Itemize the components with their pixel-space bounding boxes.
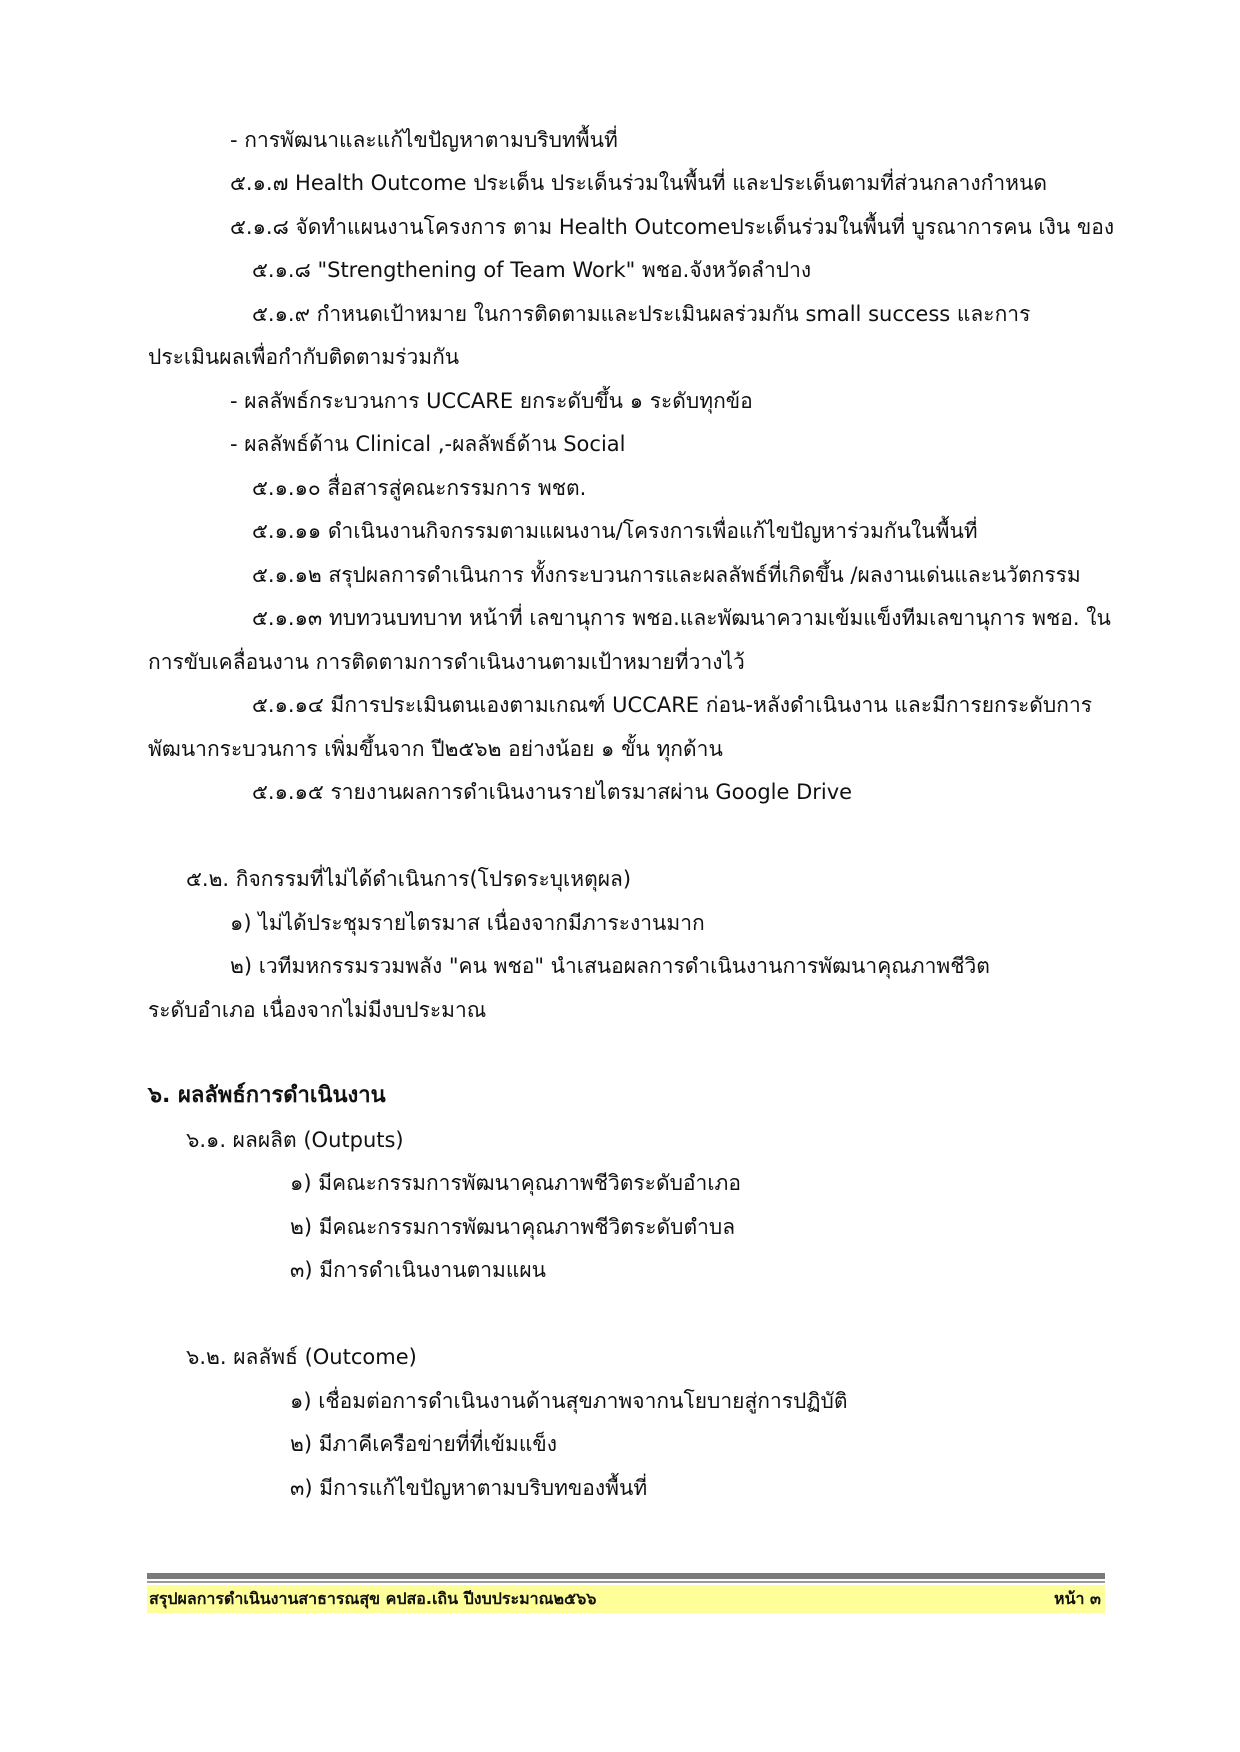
text-line: ๕.๑.๑๓ ทบทวนบทบาท หน้าที่ เลขานุการ พชอ.และพัฒนาความเข้มแข็งทีมเลขานุการ พชอ. ใน: [252, 606, 1111, 630]
text-line: การขับเคลื่อนงาน การติดตามการดำเนินงานตามเป้าหมายที่วางไว้: [148, 650, 745, 674]
text-line: - ผลลัพธ์ด้าน Clinical ,-ผลลัพธ์ด้าน Social: [230, 432, 626, 456]
text-line: - ผลลัพธ์กระบวนการ UCCARE ยกระดับขึ้น ๑ ระดับทุกข้อ: [230, 389, 753, 413]
footer-divider: [147, 1573, 1105, 1579]
list-item: ๓) มีการแก้ไขปัญหาตามบริบทของพื้นที่: [290, 1476, 648, 1500]
text-line: ๕.๑.๗ Health Outcome ประเด็น ประเด็นร่วมในพื้นที่ และประเด็นตามที่ส่วนกลางกำหนด: [230, 171, 1048, 195]
section-title: ๕.๒. กิจกรรมที่ไม่ได้ดำเนินการ(โปรดระบุเหตุผล): [186, 867, 632, 891]
list-item: ๓) มีการดำเนินงานตามแผน: [290, 1258, 547, 1282]
page-number: หน้า ๓: [1054, 1589, 1101, 1608]
list-item: ๑) เชื่อมต่อการดำเนินงานด้านสุขภาพจากนโยบายสู่การปฏิบัติ: [290, 1389, 848, 1413]
text-line: ๕.๑.๘ "Strengthening of Team Work" พชอ.จังหวัดลำปาง: [252, 258, 812, 282]
list-item: ๒) มีภาคีเครือข่ายที่ที่เข้มแข็ง: [290, 1432, 558, 1456]
text-line: ๕.๑.๑๐ สื่อสารสู่คณะกรรมการ พชต.: [252, 476, 587, 500]
text-line: ๕.๑.๑๔ มีการประเมินตนเองตามเกณฑ์ UCCARE ก่อน-หลังดำเนินงาน และมีการยกระดับการ: [252, 693, 1093, 717]
section-title: ๖.๒. ผลลัพธ์ (Outcome): [186, 1345, 417, 1369]
list-item: ๑) มีคณะกรรมการพัฒนาคุณภาพชีวิตระดับอำเภอ: [290, 1171, 741, 1195]
text-line: ๕.๑.๙ กำหนดเป้าหมาย ในการติดตามและประเมินผลร่วมกัน small success และการ: [252, 302, 1031, 326]
footer-divider-thin: [147, 1581, 1105, 1583]
list-item: ๒) มีคณะกรรมการพัฒนาคุณภาพชีวิตระดับตำบล: [290, 1215, 736, 1239]
section-heading: ๖. ผลลัพธ์การดำเนินงาน: [148, 1083, 386, 1108]
text-line: ๕.๑.๑๒ สรุปผลการดำเนินการ ทั้งกระบวนการและผลลัพธ์ที่เกิดขึ้น /ผลงานเด่นและนวัตกรรม: [252, 563, 1081, 587]
text-line: พัฒนากระบวนการ เพิ่มขึ้นจาก ปี๒๕๖๒ อย่างน้อย ๑ ขั้น ทุกด้าน: [148, 737, 723, 761]
text-line: ๕.๑.๘ จัดทำแผนงานโครงการ ตาม Health Outcomeประเด็นร่วมในพื้นที่ บูรณาการคน เงิน ของ: [230, 215, 1115, 239]
page-footer: [147, 1585, 1105, 1613]
text-line: - การพัฒนาและแก้ไขปัญหาตามบริบทพื้นที่: [230, 128, 618, 152]
text-line: ระดับอำเภอ เนื่องจากไม่มีงบประมาณ: [148, 998, 487, 1022]
text-line: ๕.๑.๑๑ ดำเนินงานกิจกรรมตามแผนงาน/โครงการเพื่อแก้ไขปัญหาร่วมกันในพื้นที่: [252, 519, 978, 543]
text-line: ๕.๑.๑๕ รายงานผลการดำเนินงานรายไตรมาสผ่าน Google Drive: [252, 780, 853, 804]
list-item: ๒) เวทีมหกรรมรวมพลัง "คน พชอ" นำเสนอผลการดำเนินงานการพัฒนาคุณภาพชีวิต: [230, 954, 990, 978]
section-title: ๖.๑. ผลผลิต (Outputs): [186, 1128, 404, 1152]
list-item: ๑) ไม่ได้ประชุมรายไตรมาส เนื่องจากมีภาระงานมาก: [230, 911, 705, 935]
text-line: ประเมินผลเพื่อกำกับติดตามร่วมกัน: [148, 345, 460, 369]
footer-title: สรุปผลการดำเนินงานสาธารณสุข คปสอ.เถิน ปีงบประมาณ๒๕๖๖: [149, 1589, 597, 1608]
